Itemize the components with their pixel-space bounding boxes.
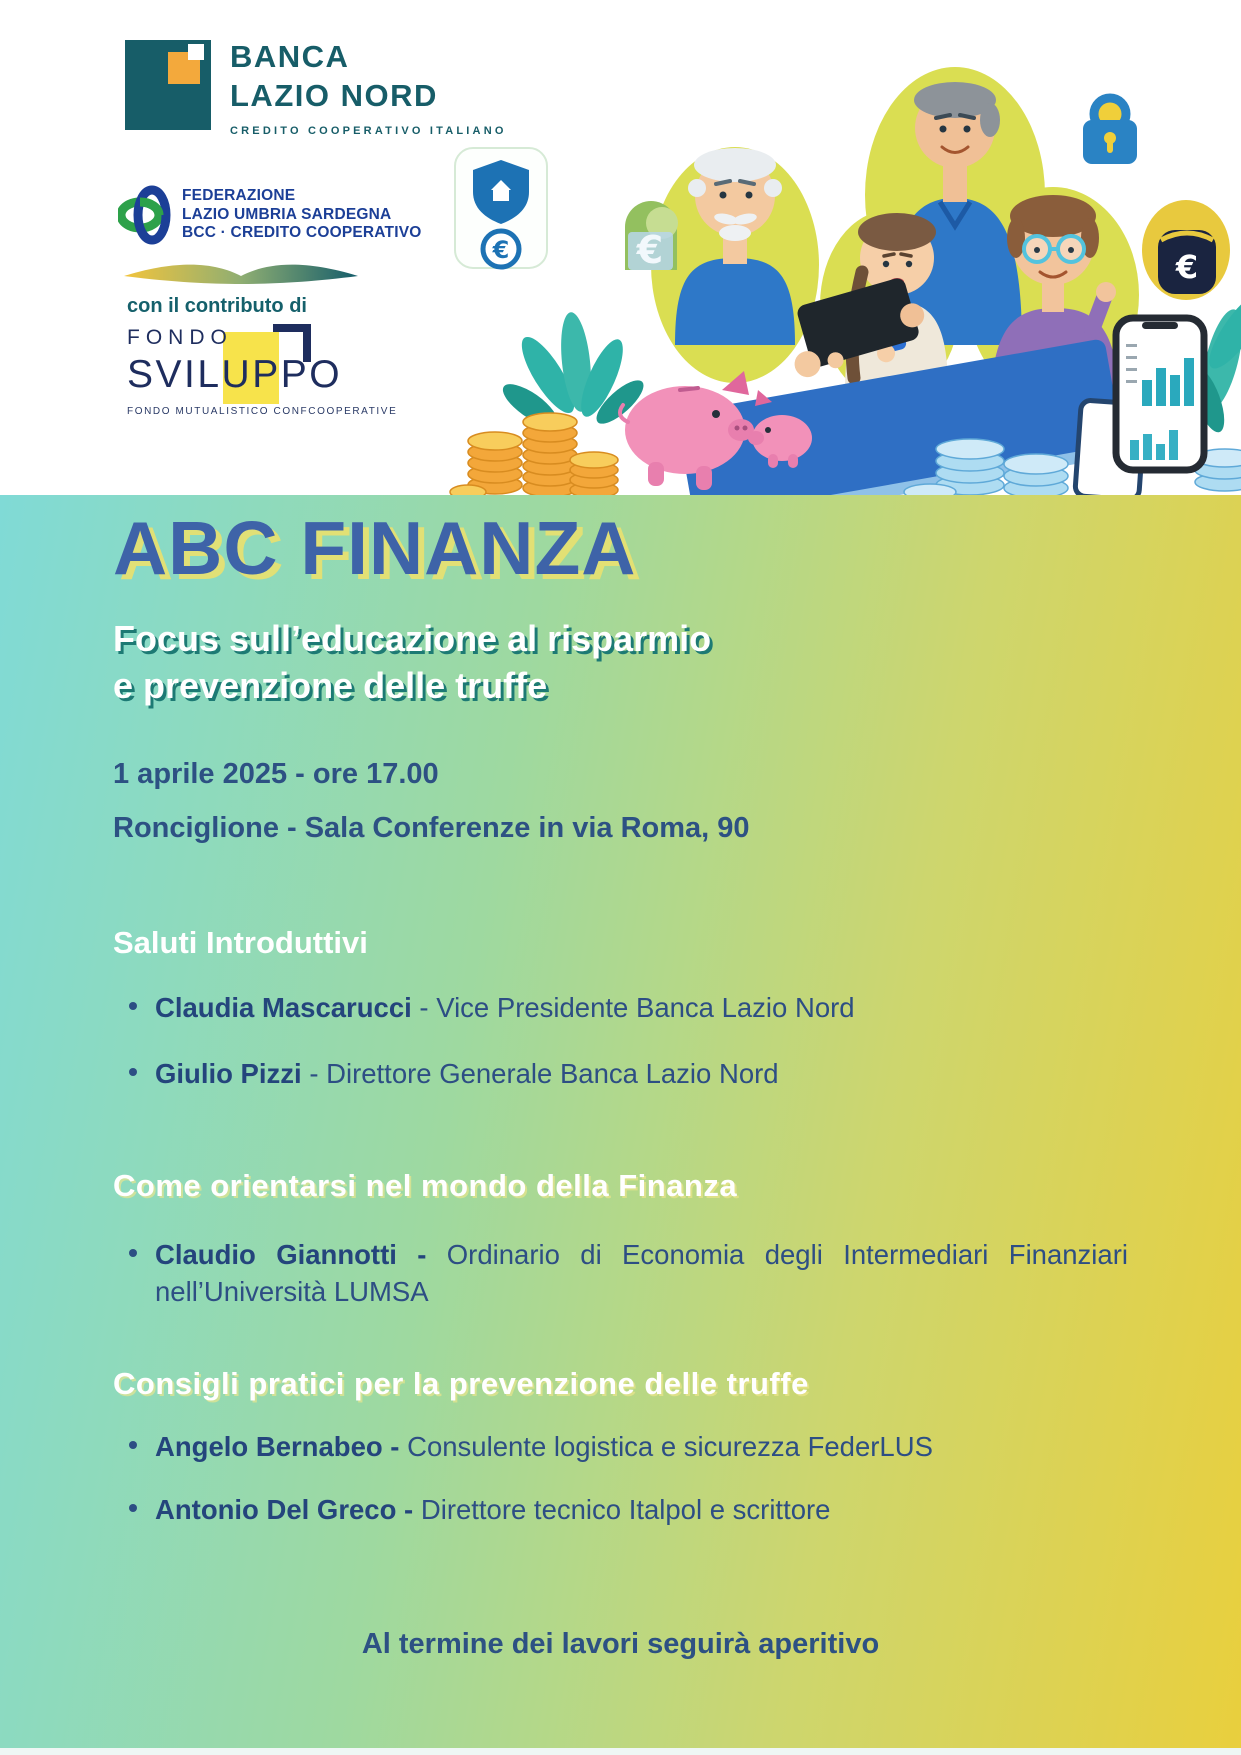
bullet-dot: [129, 1504, 137, 1512]
speaker-list-finanza: [113, 1236, 1128, 1310]
speaker-name: Giulio Pizzi: [155, 1058, 302, 1090]
speaker-item: [113, 1491, 1128, 1528]
gold-coin-stack-icon: [450, 413, 618, 495]
speaker-name: Claudia Mascarucci: [155, 992, 412, 1024]
federazione-line3: BCC · CREDITO COOPERATIVO: [182, 224, 422, 242]
fondo-line2: SVILUPPO: [127, 353, 343, 396]
speaker-name: Antonio Del Greco -: [155, 1494, 421, 1526]
federazione-line1: FEDERAZIONE: [182, 186, 296, 204]
speaker-list-truffe: [113, 1428, 1128, 1528]
banca-logo-mark-icon: [125, 38, 213, 130]
federazione-swoosh-icon: [122, 256, 360, 286]
speaker-role: - Vice Presidente Banca Lazio Nord: [419, 992, 855, 1024]
banca-name-line2: LAZIO NORD: [230, 77, 438, 113]
page-title: ABC FINANZA: [113, 506, 637, 590]
euro-coin-icon: [483, 231, 519, 267]
speaker-role: Direttore tecnico Italpol e scrittore: [420, 1494, 831, 1526]
bullet-dot: [129, 1249, 137, 1257]
plant-left-icon: [497, 311, 650, 433]
speaker-item: [113, 1055, 1128, 1092]
speaker-item: [113, 989, 1128, 1026]
subtitle-line2: e prevenzione delle truffe: [113, 664, 548, 706]
financial-education-illustration: [430, 30, 1241, 495]
security-card: [455, 148, 547, 268]
smartphone-chart-icon: [1116, 318, 1204, 470]
speaker-item: [113, 1236, 1128, 1310]
closing-note: Al termine dei lavori seguirà aperitivo: [361, 1628, 880, 1661]
speaker-role: Ordinario di Economia degli Intermediari Finanziari nell’Università LUMSA: [155, 1239, 1128, 1308]
program-panel: [0, 495, 1241, 1755]
event-datetime: 1 aprile 2025 - ore 17.00: [113, 757, 439, 790]
fondo-line1: FONDO: [127, 326, 233, 349]
section-heading-truffe: Consigli pratici per la prevenzione delle truffe: [113, 1366, 809, 1402]
euro-badge-icon: [1158, 230, 1216, 294]
federazione-logo: [118, 178, 422, 286]
svg-text:€: €: [492, 236, 510, 264]
speaker-role: Consulente logistica e sicurezza FederLUS: [407, 1431, 933, 1463]
federazione-line2: LAZIO UMBRIA SARDEGNA: [182, 205, 392, 223]
euro-banknote-icon: [625, 201, 678, 272]
fondo-sviluppo-logo: [127, 326, 407, 417]
federazione-rings-icon: [118, 178, 176, 252]
svg-text:€: €: [636, 228, 664, 272]
banca-tagline: CREDITO COOPERATIVO ITALIANO: [230, 124, 507, 137]
section-heading-saluti: Saluti Introduttivi: [113, 924, 368, 960]
speaker-role: - Direttore Generale Banca Lazio Nord: [309, 1058, 779, 1090]
speaker-name: Claudio Giannotti -: [155, 1239, 447, 1271]
section-heading-finanza: Come orientarsi nel mondo della Finanza: [113, 1168, 738, 1204]
padlock-icon: [1083, 98, 1137, 164]
header: [0, 0, 1241, 495]
bullet-dot: [129, 1441, 137, 1449]
event-location: Ronciglione - Sala Conferenze in via Roma, 90: [113, 811, 750, 844]
svg-text:€: €: [1175, 248, 1199, 286]
bullet-dot: [129, 1068, 137, 1076]
speaker-item: [113, 1428, 1128, 1465]
contributo-label: con il contributo di: [127, 295, 307, 317]
subtitle: [113, 616, 1128, 710]
fondo-tagline: FONDO MUTUALISTICO CONFCOOPERATIVE: [127, 406, 398, 417]
white-square: [188, 44, 204, 60]
subtitle-line1: Focus sull’educazione al risparmio: [113, 618, 712, 659]
speaker-list-saluti: [113, 989, 1128, 1092]
speaker-name: Angelo Bernabeo -: [155, 1431, 408, 1463]
banca-name-line1: BANCA: [230, 39, 350, 74]
bullet-dot: [129, 1002, 137, 1010]
federazione-text: [182, 187, 422, 244]
bottom-strip: [0, 1748, 1241, 1755]
